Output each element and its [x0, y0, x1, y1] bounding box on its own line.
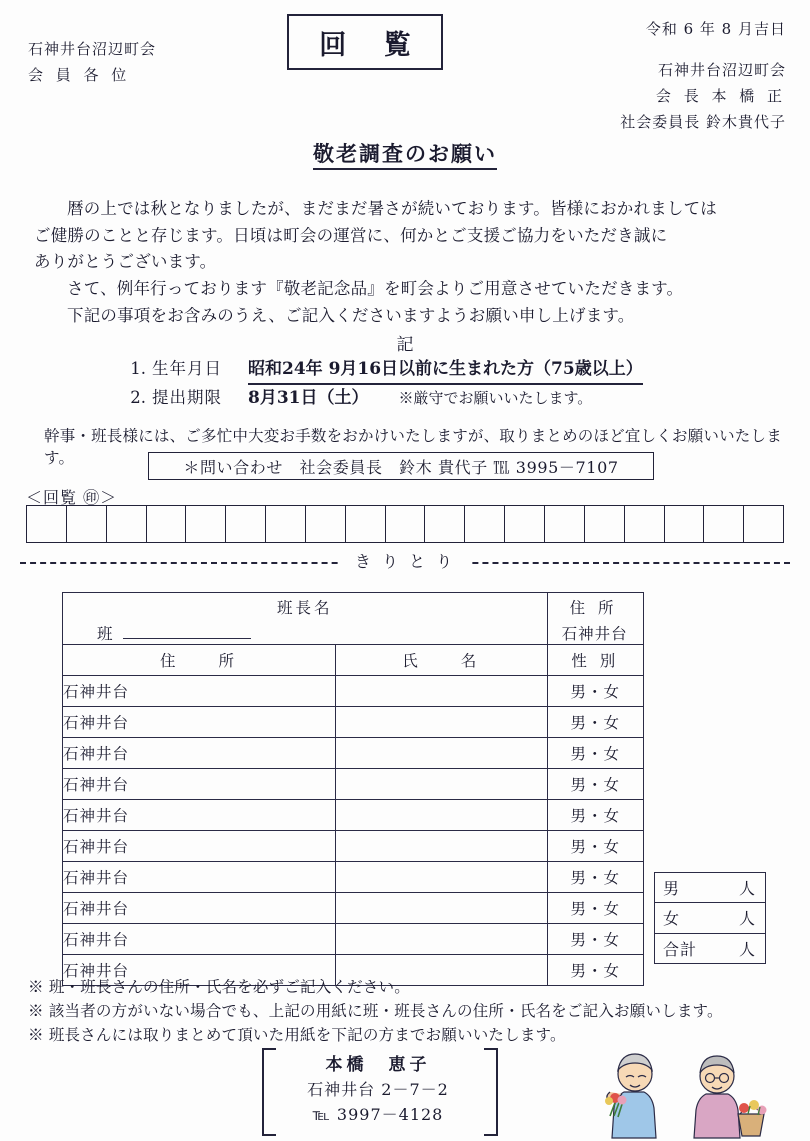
totals-label: 女 — [663, 909, 681, 929]
stamp-cell[interactable] — [625, 506, 665, 542]
issuer-welfare-chief: 社会委員長 鈴木貴代子 — [620, 112, 786, 131]
column-header-sex: 性 別 — [547, 645, 643, 676]
cell-name[interactable] — [336, 862, 548, 893]
han-name-blank[interactable] — [123, 638, 251, 639]
table-row — [63, 831, 644, 862]
table-row — [63, 769, 644, 800]
stamp-cell[interactable] — [306, 506, 346, 542]
issuer-org: 石神井台沼辺町会 — [657, 61, 786, 79]
stamp-cell[interactable] — [465, 506, 505, 542]
table-row — [63, 738, 644, 769]
table-header-row — [63, 593, 644, 645]
stamp-cell[interactable] — [425, 506, 465, 542]
cell-sex[interactable]: 男・女 — [547, 862, 643, 893]
cell-sex[interactable]: 男・女 — [547, 676, 643, 707]
cell-address[interactable]: 石神井台 — [63, 924, 336, 955]
stamp-cell[interactable] — [585, 506, 625, 542]
cell-sex[interactable]: 男・女 — [547, 955, 643, 986]
cell-address[interactable]: 石神井台 — [63, 800, 336, 831]
page-title-text: 敬老調査のお願い — [313, 141, 497, 170]
body-paragraph-3: ありがとうございます。 — [34, 252, 217, 272]
circulation-stamp-label: 回 覧 — [319, 29, 425, 61]
cell-name[interactable] — [336, 831, 548, 862]
table-row — [63, 893, 644, 924]
stamp-cell[interactable] — [346, 506, 386, 542]
inquiry-text: ＊問い合わせ 社会委員長 鈴木 貴代子 ℡ 3995－7107 — [183, 457, 619, 477]
cell-address[interactable]: 石神井台 — [63, 769, 336, 800]
totals-row-female[interactable] — [655, 903, 765, 933]
stamp-cell[interactable] — [545, 506, 585, 542]
list-item — [120, 356, 643, 385]
item-value: 8月31日（土） — [248, 388, 369, 409]
body-text — [34, 196, 784, 330]
address-header-cell — [547, 593, 643, 645]
totals-row-sum[interactable] — [655, 934, 765, 964]
totals-label: 男 — [663, 879, 681, 899]
circulation-stamp-grid — [26, 505, 784, 543]
han-entry — [63, 618, 547, 644]
header-left-members: 会 員 各 位 — [28, 66, 131, 85]
footer-contact-address: 石神井台 2－7－2 — [307, 1080, 449, 1100]
item-number: 1. — [130, 359, 146, 378]
stamp-cell[interactable] — [107, 506, 147, 542]
header-right — [620, 58, 786, 135]
totals-label: 合計 — [663, 940, 698, 960]
hancho-label: 班長名 — [277, 599, 333, 617]
totals-box — [654, 872, 766, 964]
table-row — [63, 707, 644, 738]
cell-sex[interactable]: 男・女 — [547, 707, 643, 738]
note-item: ※ 班長さんには取りまとめて頂いた用紙を下記の方までお願いいたします。 — [28, 1026, 566, 1045]
cell-sex[interactable]: 男・女 — [547, 924, 643, 955]
totals-row-male[interactable] — [655, 873, 765, 903]
table-column-header-row — [63, 645, 644, 676]
header-left-org: 石神井台沼辺町会 — [28, 40, 157, 58]
hancho-header-cell — [63, 593, 548, 645]
han-suffix: 班 — [97, 625, 115, 643]
cell-address[interactable]: 石神井台 — [63, 862, 336, 893]
body-paragraph-2: ご健勝のことと存じます。日頃は町会の運営に、何かとご支援ご協力をいただき誠に — [34, 225, 668, 245]
totals-unit: 人 — [738, 940, 755, 960]
cell-address[interactable]: 石神井台 — [63, 831, 336, 862]
header-left — [28, 36, 156, 89]
cell-address[interactable]: 石神井台 — [63, 893, 336, 924]
body-paragraph-4: さて、例年行っております『敬老記念品』を町会よりご用意させていただきます。 — [67, 279, 684, 299]
ki-marker: 記 — [396, 335, 414, 355]
circulation-row-label: ＜回覧 ㊞＞ — [26, 488, 118, 507]
column-header-address: 住 所 — [63, 645, 336, 676]
cell-name[interactable] — [336, 676, 548, 707]
body-paragraph-5: 下記の事項をお含みのうえ、ご記入くださいますようお願い申し上げます。 — [67, 305, 635, 325]
column-header-name: 氏 名 — [336, 645, 548, 676]
cell-address[interactable]: 石神井台 — [63, 707, 336, 738]
cell-address[interactable]: 石神井台 — [63, 676, 336, 707]
item-value: 昭和24年 9月16日以前に生まれた方（75歳以上） — [248, 356, 643, 385]
stamp-cell[interactable] — [386, 506, 426, 542]
cell-name[interactable] — [336, 738, 548, 769]
footer-contact-name: 本橋 恵子 — [325, 1055, 431, 1075]
table-row — [63, 924, 644, 955]
leaders-note: 幹事・班長様には、ご多忙中大変お手数をおかけいたしますが、取りまとめのほど宜しくお願いいたします。 — [44, 427, 782, 467]
stamp-cell[interactable] — [704, 506, 744, 542]
list-item — [120, 385, 643, 411]
issuer-chief: 会 長 本 橋 正 — [655, 86, 786, 105]
cell-name[interactable] — [336, 800, 548, 831]
totals-unit: 人 — [738, 909, 755, 929]
table-row — [63, 800, 644, 831]
cell-name[interactable] — [336, 893, 548, 924]
note-item: ※ 該当者の方がいない場合でも、上記の用紙に班・班長さんの住所・氏名をご記入お願いします。 — [28, 1002, 723, 1021]
stamp-cell[interactable] — [186, 506, 226, 542]
inquiry-box — [148, 452, 654, 480]
cell-address[interactable]: 石神井台 — [63, 955, 336, 986]
stamp-cell[interactable] — [744, 506, 783, 542]
stamp-cell[interactable] — [505, 506, 545, 542]
footer-contact-tel: ℡ 3997－4128 — [312, 1105, 444, 1125]
address-value: 石神井台 — [561, 625, 628, 643]
stamp-cell[interactable] — [67, 506, 107, 542]
note-item: ※ 班・班長さんの住所・氏名を必ずご記入ください。 — [28, 978, 410, 996]
table-row — [63, 676, 644, 707]
stamp-cell[interactable] — [266, 506, 306, 542]
cell-sex[interactable]: 男・女 — [547, 800, 643, 831]
cell-name[interactable] — [336, 924, 548, 955]
item-number: 2. — [130, 388, 146, 408]
stamp-cell[interactable] — [665, 506, 705, 542]
circulation-stamp-box — [287, 14, 443, 70]
totals-unit: 人 — [738, 879, 755, 899]
survey-table — [62, 592, 644, 986]
item-note: ※厳守でお願いいたします。 — [398, 389, 593, 408]
cell-sex[interactable]: 男・女 — [547, 738, 643, 769]
stamp-cell[interactable] — [27, 506, 67, 542]
elderly-couple-illustration — [588, 1032, 788, 1141]
item-label: 提出期限 — [152, 388, 222, 408]
items-list — [120, 356, 643, 412]
cell-sex[interactable]: 男・女 — [547, 831, 643, 862]
cell-sex[interactable]: 男・女 — [547, 769, 643, 800]
cell-address[interactable]: 石神井台 — [63, 738, 336, 769]
address-label: 住 所 — [569, 599, 618, 617]
body-paragraph-1: 暦の上では秋となりましたが、まだまだ暑さが続いております。皆様におかれましては — [67, 199, 717, 218]
cell-name[interactable] — [336, 707, 548, 738]
stamp-cell[interactable] — [147, 506, 187, 542]
document-date: 令和 6 年 8 月吉日 — [645, 20, 786, 38]
cut-line-label — [0, 549, 810, 572]
cut-line-label-text: き り と り — [341, 552, 469, 571]
footer-contact — [268, 1052, 488, 1128]
table-row — [63, 862, 644, 893]
page-title — [0, 138, 810, 168]
cell-name[interactable] — [336, 769, 548, 800]
cell-sex[interactable]: 男・女 — [547, 893, 643, 924]
item-label: 生年月日 — [152, 359, 222, 378]
stamp-cell[interactable] — [226, 506, 266, 542]
